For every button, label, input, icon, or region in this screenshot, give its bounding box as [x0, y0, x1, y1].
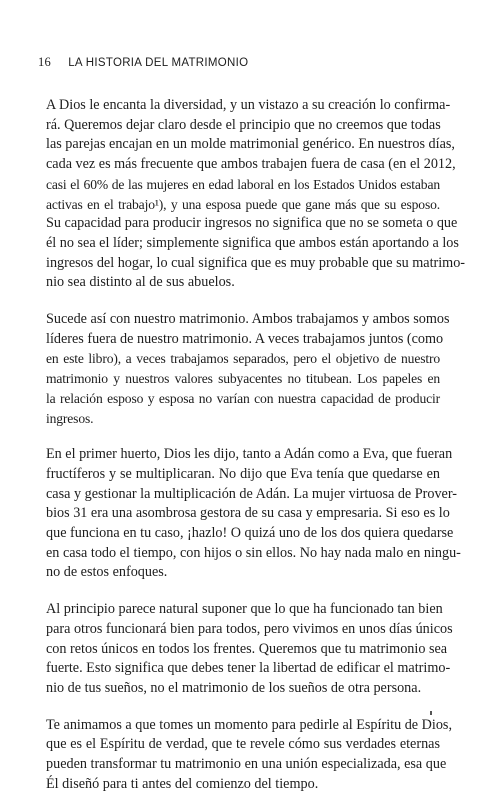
text-line: Sucede así con nuestro matrimonio. Ambos trabajamos y ambos somos: [46, 311, 450, 328]
paragraph: [46, 716, 453, 795]
text-line: activas en el trabajo¹), y una esposa puede que gane más que su esposo.: [46, 196, 440, 212]
text-line: A Dios le encanta la diversidad, y un vistazo a su creación lo confirma-: [46, 97, 451, 113]
paragraph: [46, 445, 461, 583]
paragraph: [46, 96, 466, 293]
text-line: Al principio parece natural suponer que lo que ha funcionado tan bien: [46, 601, 443, 618]
text-line: líderes fuera de nuestro matrimonio. A veces trabajamos juntos (como: [46, 330, 444, 347]
text-line: Su capacidad para producir ingresos no significa que no se someta o que: [46, 215, 458, 232]
paragraph: [46, 600, 453, 699]
text-line: en casa todo el tiempo, con hijos o sin ellos. No hay nada malo en ningu-: [46, 544, 461, 561]
text-line: Él diseñó para ti antes del comienzo del tiempo.: [46, 775, 319, 792]
text-line: con retos únicos en todos los frentes. Queremos que tu matrimonio sea: [46, 640, 448, 657]
text-line: Te animamos a que tomes un momento para pedirle al Espíritu de Dios,: [46, 716, 453, 733]
text-line: que es el Espíritu de verdad, que te revele cómo sus verdades eternas: [46, 736, 440, 753]
print-mark: [430, 711, 432, 715]
text-line: él no sea el líder; simplemente significa que ambos están aportando a los: [46, 234, 459, 251]
text-line: no de estos enfoques.: [46, 564, 168, 581]
text-line: ingresos del hogar, lo cual significa que es muy probable que su matrimo-: [46, 254, 466, 271]
text-line: casi el 60% de las mujeres en edad laboral en los Estados Unidos estaban: [46, 176, 440, 192]
text-line: cada vez es más frecuente que ambos trabajen fuera de casa (en el 2012,: [46, 156, 456, 173]
page-number: 16: [38, 55, 51, 69]
text-line: que funciona en tu caso, ¡hazlo! O quizá uno de los dos quiera quedarse: [46, 525, 454, 542]
text-line: en este libro), a veces trabajamos separados, pero el objetivo de nuestro: [46, 351, 440, 367]
text-line: matrimonio y nuestros valores subyacentes no titubean. Los papeles en: [46, 371, 440, 387]
text-line: la relación esposo y esposa no varían con nuestra capacidad de producir: [46, 390, 440, 406]
text-line: rá. Queremos dejar claro desde el principio que no creemos que todas: [46, 116, 441, 133]
text-line: casa y gestionar la multiplicación de Adán. La mujer virtuosa de Prover-: [46, 485, 458, 502]
text-line: para otros funcionará bien para todos, pero vivimos en unos días únicos: [46, 620, 453, 637]
text-line: ingresos.: [46, 410, 94, 426]
body-text: [46, 96, 466, 812]
text-line: En el primer huerto, Dios les dijo, tanto a Adán como a Eva, que fueran: [46, 446, 453, 463]
running-title: LA HISTORIA DEL MATRIMONIO: [68, 57, 249, 69]
text-line: nio de tus sueños, no el matrimonio de los sueños de otra persona.: [46, 679, 422, 696]
paragraph: [46, 310, 450, 428]
text-line: las parejas encajan en un molde matrimonial genérico. En nuestros días,: [46, 136, 455, 153]
text-line: fuerte. Esto significa que debes tener la libertad de edificar el matrimo-: [46, 660, 451, 677]
text-line: pueden transformar tu matrimonio en una unión especializada, esa que: [46, 756, 447, 773]
text-line: bios 31 era una asombrosa gestora de su casa y empresaria. Si eso es lo: [46, 505, 450, 522]
running-header: [38, 55, 248, 70]
text-line: fructíferos y se multiplicaran. No dijo que Eva tenía que quedarse en: [46, 465, 440, 482]
text-line: nio sea distinto al de sus abuelos.: [46, 274, 235, 291]
